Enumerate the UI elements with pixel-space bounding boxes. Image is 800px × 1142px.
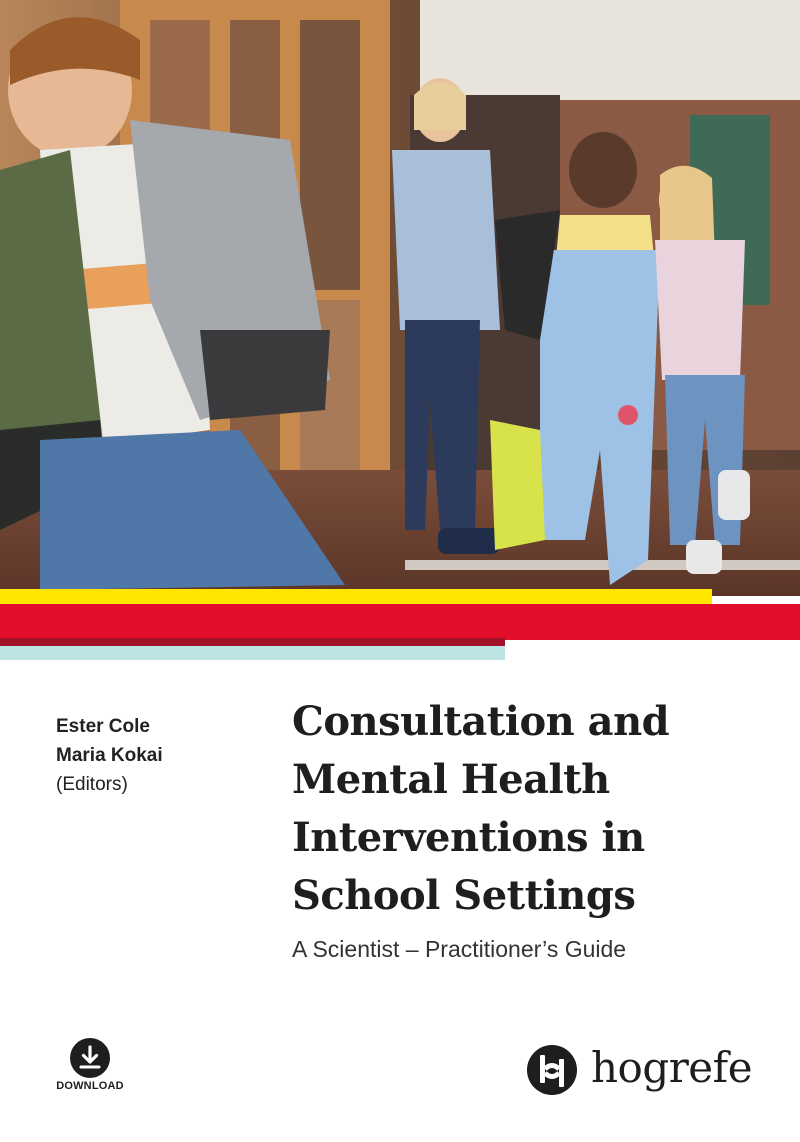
- yellow-stripe: [0, 589, 712, 604]
- title-line: Interventions in: [292, 814, 645, 861]
- dark-red-stripe: [0, 638, 505, 646]
- editor-name: Maria Kokai: [56, 745, 163, 766]
- book-title: [292, 693, 762, 925]
- download-label: DOWNLOAD: [56, 1080, 124, 1092]
- publisher-logo: [527, 1040, 752, 1100]
- title-line: School Settings: [292, 872, 636, 919]
- teal-stripe: [0, 646, 505, 660]
- editors-block: [56, 712, 163, 799]
- download-icon: [70, 1038, 110, 1078]
- editor-name: Ester Cole: [56, 716, 150, 737]
- publisher-name: hogrefe: [591, 1042, 753, 1092]
- red-stripe: [0, 604, 800, 640]
- title-line: Consultation and: [292, 698, 670, 745]
- download-badge: [54, 1038, 126, 1092]
- book-subtitle: A Scientist – Practitioner’s Guide: [292, 936, 627, 962]
- hogrefe-logo-icon: [527, 1045, 577, 1095]
- title-line: Mental Health: [292, 756, 610, 803]
- editors-role: (Editors): [56, 774, 128, 795]
